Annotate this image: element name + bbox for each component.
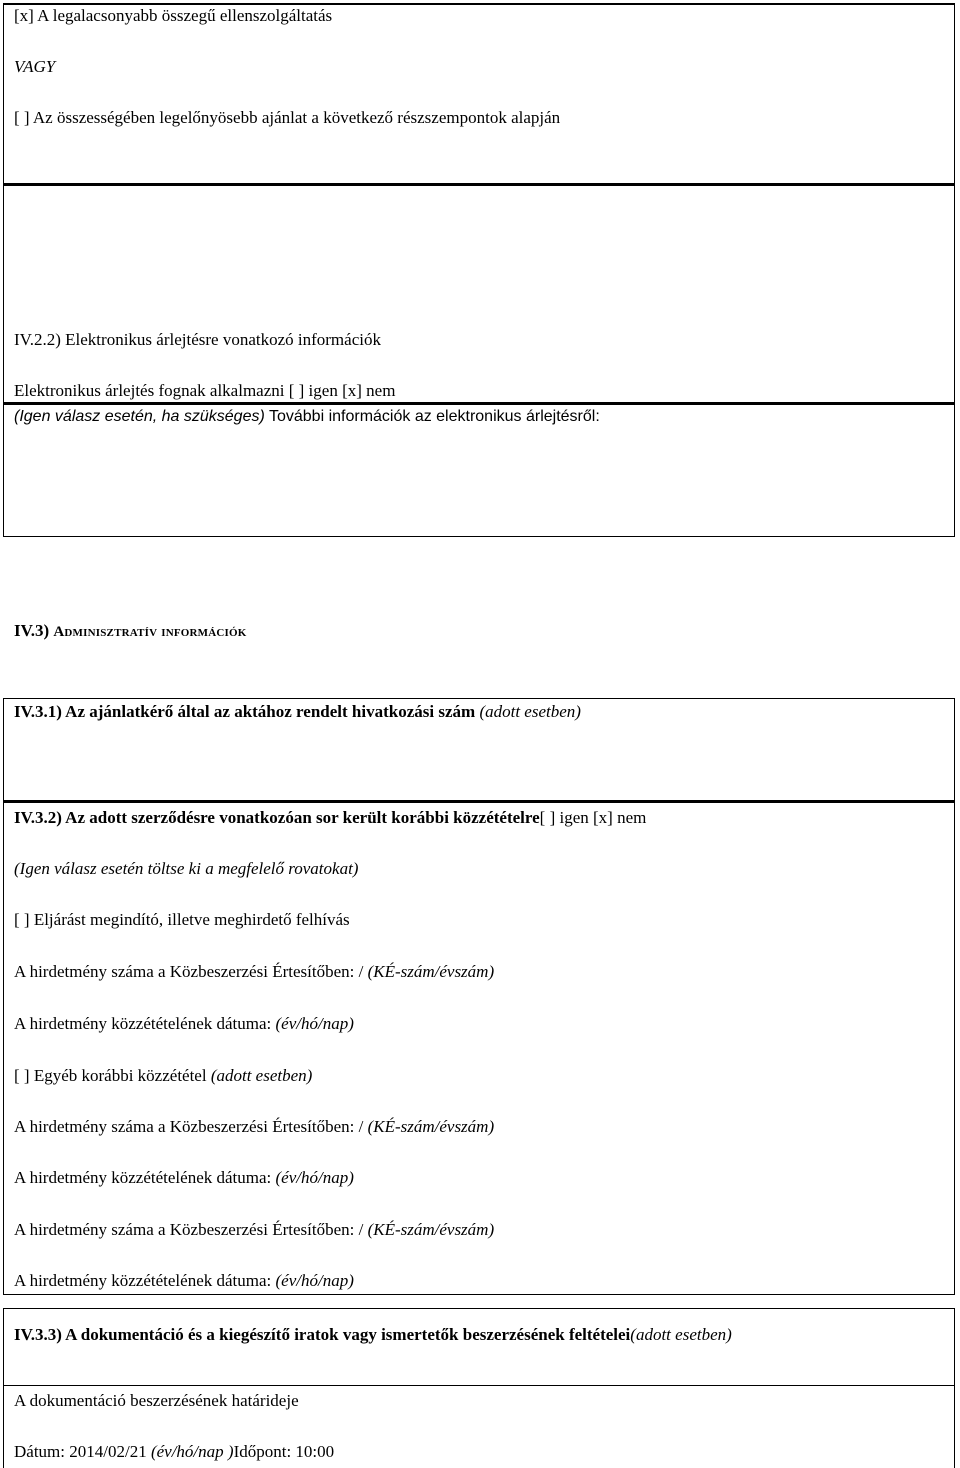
- electronic-auction-box: [3, 183, 955, 537]
- heading-italic: (adott esetben): [475, 702, 581, 721]
- label: A hirdetmény száma a Közbeszerzési Értesítőben: /: [14, 1220, 368, 1239]
- heading-bold: IV.3.2) Az adott szerződésre vonatkozóan sor került korábbi közzétételre: [14, 808, 540, 827]
- heading-bold: IV.3.1) Az ajánlatkérő által az aktához rendelt hivatkozási szám: [14, 702, 476, 721]
- label: A hirdetmény száma a Közbeszerzési Értesítőben: /: [14, 1117, 368, 1136]
- auction-info-line: [14, 407, 600, 427]
- section-heading-iv-3-1: [14, 702, 581, 722]
- section-heading-iv-2-2: IV.2.2) Elektronikus árlejtésre vonatkozó információk: [14, 330, 381, 349]
- label: A hirdetmény közzétételének dátuma:: [14, 1168, 276, 1187]
- format-hint: (adott esetben): [206, 1066, 313, 1085]
- heading-options: [ ] igen [x] nem: [539, 808, 647, 827]
- notice-number-line: [14, 962, 494, 982]
- divider: [3, 1385, 955, 1386]
- format-hint: (év/hó/nap ): [150, 1442, 234, 1461]
- section-heading-iv-3-2: [14, 808, 646, 828]
- label: A hirdetmény közzétételének dátuma:: [14, 1271, 276, 1290]
- section-heading-iv-3: [14, 621, 247, 642]
- deadline-label: A dokumentáció beszerzésének határideje: [14, 1391, 299, 1410]
- heading-italic: (adott esetben): [630, 1325, 732, 1344]
- option-lowest-price: [x] A legalacsonyabb összegű ellenszolgáltatás: [14, 6, 333, 25]
- auction-info-condition: (Igen válasz esetén, ha szükséges): [14, 408, 265, 425]
- option-best-value: [ ] Az összességében legelőnyösebb ajánlat a következő részszempontok alapján: [14, 108, 561, 127]
- section-number: IV.3): [14, 621, 54, 640]
- divider: [3, 402, 955, 405]
- or-label: VAGY: [14, 57, 56, 76]
- format-hint: (év/hó/nap): [275, 1271, 354, 1290]
- auction-usage-line: Elektronikus árlejtés fognak alkalmazni [ ] igen [x] nem: [14, 381, 396, 400]
- notice-number-line: [14, 1117, 494, 1137]
- notice-date-line: [14, 1271, 354, 1291]
- label: A hirdetmény közzétételének dátuma:: [14, 1014, 276, 1033]
- notice-date-line: [14, 1168, 354, 1188]
- format-hint: (év/hó/nap): [275, 1168, 354, 1187]
- format-hint: (KÉ-szám/évszám): [367, 962, 495, 981]
- admin-info-box: [3, 698, 955, 1295]
- heading-bold: IV.3.3) A dokumentáció és a kiegészítő iratok vagy ismertetők beszerzésének feltételei: [14, 1325, 631, 1344]
- label: [ ] Egyéb korábbi közzététel: [14, 1066, 207, 1085]
- section-heading-iv-3-3: [14, 1325, 732, 1345]
- divider: [3, 800, 955, 803]
- auction-info-text: További információk az elektronikus árlejtésről:: [264, 408, 600, 425]
- date-label: Dátum: 2014/02/21: [14, 1442, 151, 1461]
- label: A hirdetmény száma a Közbeszerzési Értesítőben: /: [14, 962, 368, 981]
- section-title: Adminisztratív információk: [53, 624, 247, 640]
- award-criteria-box: [3, 3, 955, 185]
- fill-note: (Igen válasz esetén töltse ki a megfelelő rovatokat): [14, 859, 359, 878]
- time-label: Időpont: 10:00: [233, 1442, 335, 1461]
- other-publication-item: [14, 1066, 312, 1086]
- deadline-datetime: [14, 1442, 334, 1462]
- notice-date-line: [14, 1014, 354, 1034]
- prior-notice-item: [ ] Eljárást megindító, illetve meghirdető felhívás: [14, 910, 350, 929]
- format-hint: (KÉ-szám/évszám): [367, 1220, 495, 1239]
- format-hint: (év/hó/nap): [275, 1014, 354, 1033]
- notice-number-line: [14, 1220, 494, 1240]
- format-hint: (KÉ-szám/évszám): [367, 1117, 495, 1136]
